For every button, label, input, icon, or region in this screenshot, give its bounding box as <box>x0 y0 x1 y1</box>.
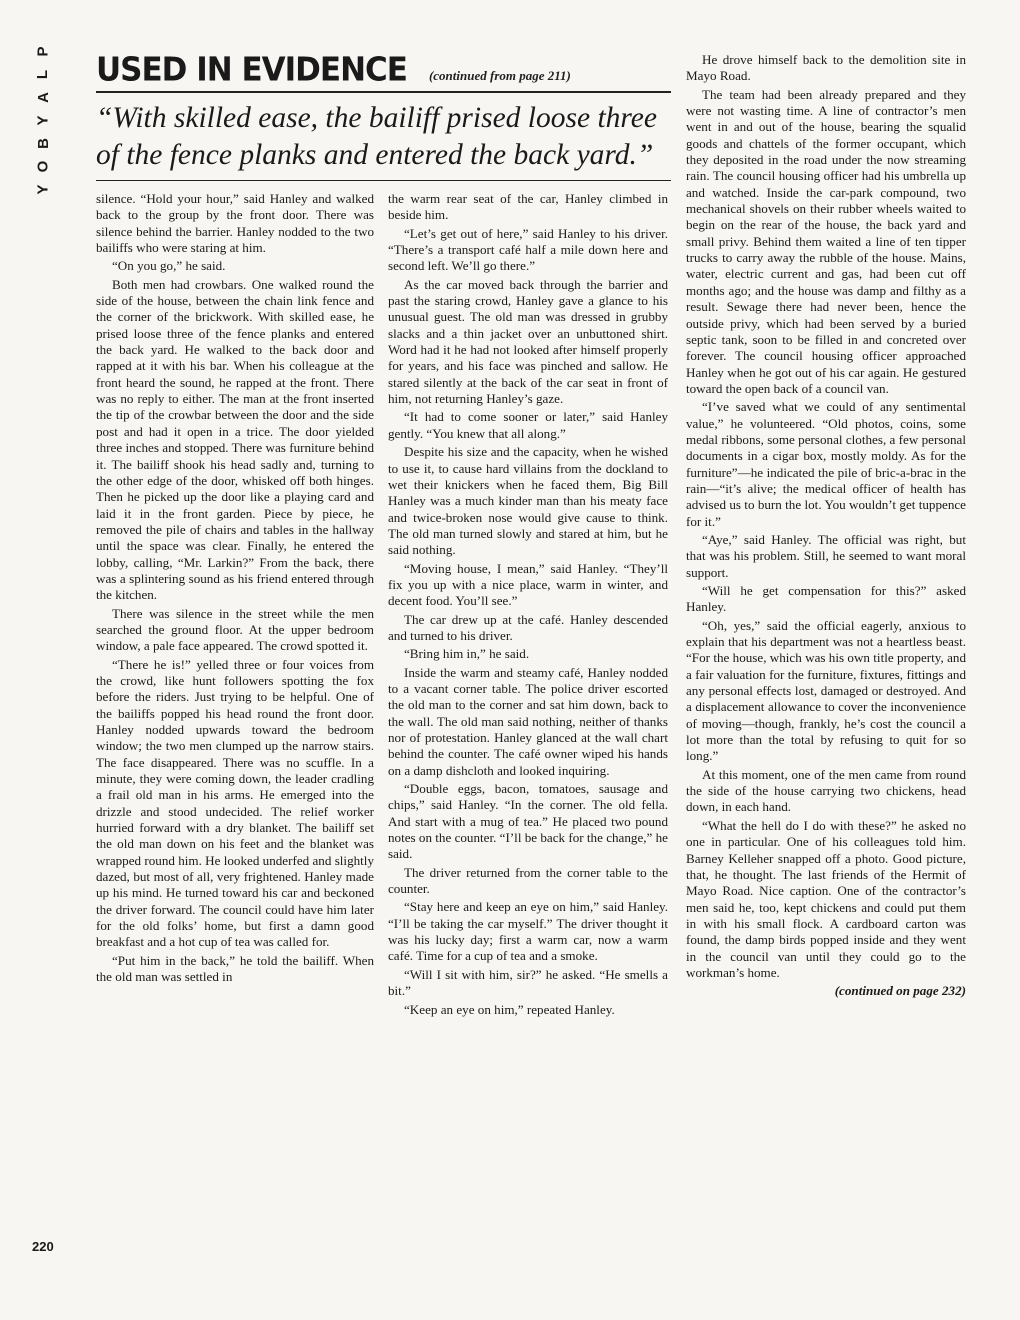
paragraph: The car drew up at the café. Hanley descended and turned to his driver. <box>388 611 668 643</box>
sidebar-letter: B <box>34 138 52 149</box>
paragraph: “There he is!” yelled three or four voices from the crowd, like hunt followers spotting the fox before the riders. Just trying to be helpful. One of the bailiffs popped his head round the front door. Hanley nodded upwards toward the bedroom window; the two men clumped up the narrow stairs. The face disappeared. There was no scuffle. In a minute, they were coming down, the leader cradling a frail old man in his arms. He emerged into the drizzle and stood undecided. The relief worker hurried forward with a dry blanket. The bailiff set the old man down on his feet and the blanket was wrapped round him. He looked underfed and slightly dazed, but most of all, very frightened. Hanley made up his mind. He turned toward his car and beckoned the driver forward. The council could have him later for the old folks’ home, but first a damn good breakfast and a hot cup of tea was called for. <box>96 656 374 950</box>
text-column-1 <box>96 191 374 988</box>
text-column-3 <box>686 52 966 1002</box>
continued-from-note: (continued from page 211) <box>428 68 571 83</box>
article-header <box>96 52 671 90</box>
paragraph: “Bring him in,” he said. <box>404 646 530 662</box>
paragraph: “Keep an eye on him,” repeated Hanley. <box>404 1001 615 1017</box>
pull-quote: “With skilled ease, the bailiff prised loose three of the fence planks and entered the back yard.” <box>96 102 657 171</box>
paragraph: “Moving house, I mean,” said Hanley. “They’ll fix you up with a nice place, warm in winter, and decent food. You’ll see.” <box>388 560 668 609</box>
paragraph: “Stay here and keep an eye on him,” said Hanley. “I’ll be taking the car myself.” The driver thought it was his lucky day; first a warm car, now a warm café. Time for a cup of tea and a smoke. <box>388 899 668 964</box>
sidebar-letter: L <box>34 69 52 80</box>
header-rule <box>96 91 671 93</box>
paragraph: The team had been already prepared and they were not wasting time. A line of contractor’s men went in and out of the house, bearing the squalid goods and chattels of the former occupant, which they deposited in the road under the now streaming rain. The council housing officer had his umbrella up and watched. Inside the car-park compound, two mechanical shovels on their rubber wheels waited to begin on the rear of the house, the back yard and small privy. Behind them waited a line of ten tipper trucks to carry away the rubble of the house. Mains, water, electric current and gas, had been cut off months ago; and the house was damp and filthy as a result. Sewage there had never been, hence the outside privy, which had been served by a buried septic tank, soon to be filled in and concreted over forever. The council housing officer approached Hanley when he got out of his car again. He gestured toward the open back of a council van. <box>686 86 966 396</box>
paragraph: “I’ve saved what we could of any sentimental value,” he volunteered. “Old photos, coins, some medal ribbons, some personal clothes, a few personal documents in a cigar box, mostly moldy. As for the furniture”—he indicated the pile of bric-a-brac in the rain—“it’s alive; the medical officer of health has advised us to burn the lot. You wouldn’t get tuppence for it.” <box>686 399 966 529</box>
text-column-2 <box>388 191 668 1020</box>
paragraph: Both men had crowbars. One walked round the side of the house, between the chain link fence and the corner of the brickwork. With skilled ease, he prised loose three of the fence planks and entered the back yard. He walked to the back door and rapped at it with his bar. When his colleague at the front heard the sound, he rapped at the front. There was no reply to either. The man at the front inserted the tip of the crowbar between the door and the side post and had it open in a trice. The door yielded three inches and stopped. There was furniture behind it. The bailiff shook his head sadly and, turning to the other edge of the door, whisked off both hinges. Then he picked up the door like a playing card and laid it in the front garden. Piece by piece, he removed the pile of chairs and tables in the hallway until the space was clear. Finally, he entered the lobby, calling, “Mr. Larkin?” From the back, there was a splintering sound as his friend entered through the kitchen. <box>96 276 374 603</box>
paragraph: “Let’s get out of here,” said Hanley to his driver. “There’s a transport café half a mile down here and second left. We’ll go there.” <box>388 225 668 274</box>
paragraph: Despite his size and the capacity, when he wished to use it, to cause hard villains from the dockland to wet their knickers when he faced them, Big Bill Hanley was a much kinder man than his meaty face and twice-broken nose would give cause to think. The old man turned slowly and stared at him, but he said nothing. <box>388 444 668 558</box>
paragraph: He drove himself back to the demolition site in Mayo Road. <box>686 52 966 84</box>
paragraph: “It had to come sooner or later,” said Hanley gently. “You knew that all along.” <box>388 409 668 441</box>
paragraph: “Oh, yes,” said the official eagerly, anxious to explain that his department was not a heartless beast. “For the house, which was his own title property, and a fair valuation for the furniture, fixtures, fittings and any personal effects lost, damaged or destroyed. And a displacement allowance to cover the inconvenience of moving—though, frankly, he’s cost the council a lot more than the total by refusing to quit for so long.” <box>686 617 966 764</box>
paragraph: “Put him in the back,” he told the bailiff. When the old man was settled in <box>96 952 374 985</box>
article-title: USED IN EVIDENCE <box>96 51 407 89</box>
pull-quote-rule <box>96 180 671 181</box>
paragraph: The driver returned from the corner table to the counter. <box>388 864 668 897</box>
paragraph: “Aye,” said Hanley. The official was right, but that was his problem. Still, he seemed to want moral support. <box>686 531 966 580</box>
sidebar-letter: A <box>34 92 52 103</box>
paragraph: the warm rear seat of the car, Hanley climbed in beside him. <box>388 191 668 223</box>
sidebar-letter: P <box>34 46 52 57</box>
magazine-sidebar-logo <box>30 40 56 201</box>
paragraph: Inside the warm and steamy café, Hanley nodded to a vacant corner table. The police driver escorted the old man to the corner and sat him down, back to the wall. The old man said nothing, neither of thanks nor of protestation. Hanley glanced at the wall chart behind the counter. The café owner wiped his hands on a damp dishcloth and looked inquiring. <box>388 664 668 778</box>
paragraph: “Will he get compensation for this?” asked Hanley. <box>686 583 966 615</box>
paragraph: silence. “Hold your hour,” said Hanley and walked back to the group by the front door. There was silence behind the barrier. Hanley nodded to the two bailiffs who were staring at him. <box>96 191 374 256</box>
continued-on-note: (continued on page 232) <box>834 983 966 999</box>
paragraph: “On you go,” he said. <box>112 258 226 274</box>
paragraph: “Will I sit with him, sir?” he asked. “He smells a bit.” <box>388 966 668 999</box>
paragraph: At this moment, one of the men came from round the side of the house carrying two chickens, head down, in each hand. <box>686 766 966 815</box>
sidebar-letter: Y <box>34 184 52 195</box>
sidebar-letter: O <box>34 160 52 173</box>
paragraph: There was silence in the street while the men searched the ground floor. At the upper bedroom window, a pale face appeared. The crowd spotted it. <box>96 605 374 654</box>
paragraph: “What the hell do I do with these?” he asked no one in particular. One of his colleagues told him. Barney Kelleher snapped off a photo. Good picture, that, he thought. The last friends of the Hermit of Mayo Road. Nice caption. One of the contractor’s men said he, too, kept chickens and could put them in with his small flock. A cardboard carton was found, the damp birds popped inside and they went in the council van until they could go to the workman’s home. <box>686 817 966 980</box>
paragraph: “Double eggs, bacon, tomatoes, sausage and chips,” said Hanley. “In the corner. The old fella. And start with a mug of tea.” He placed two pound notes on the counter. “I’ll be back for the change,” he said. <box>388 781 668 862</box>
page-number: 220 <box>32 1239 54 1254</box>
paragraph: As the car moved back through the barrier and past the staring crowd, Hanley gave a glance to his unusual guest. The old man was dressed in grubby slacks and a thin jacket over an unbuttoned shirt. Word had it he had not looked after himself properly for years, and his face was pinched and sallow. He stared silently at the back of the car seat in front of him, not returning Hanley’s gaze. <box>388 276 668 407</box>
sidebar-letter: Y <box>34 115 52 126</box>
